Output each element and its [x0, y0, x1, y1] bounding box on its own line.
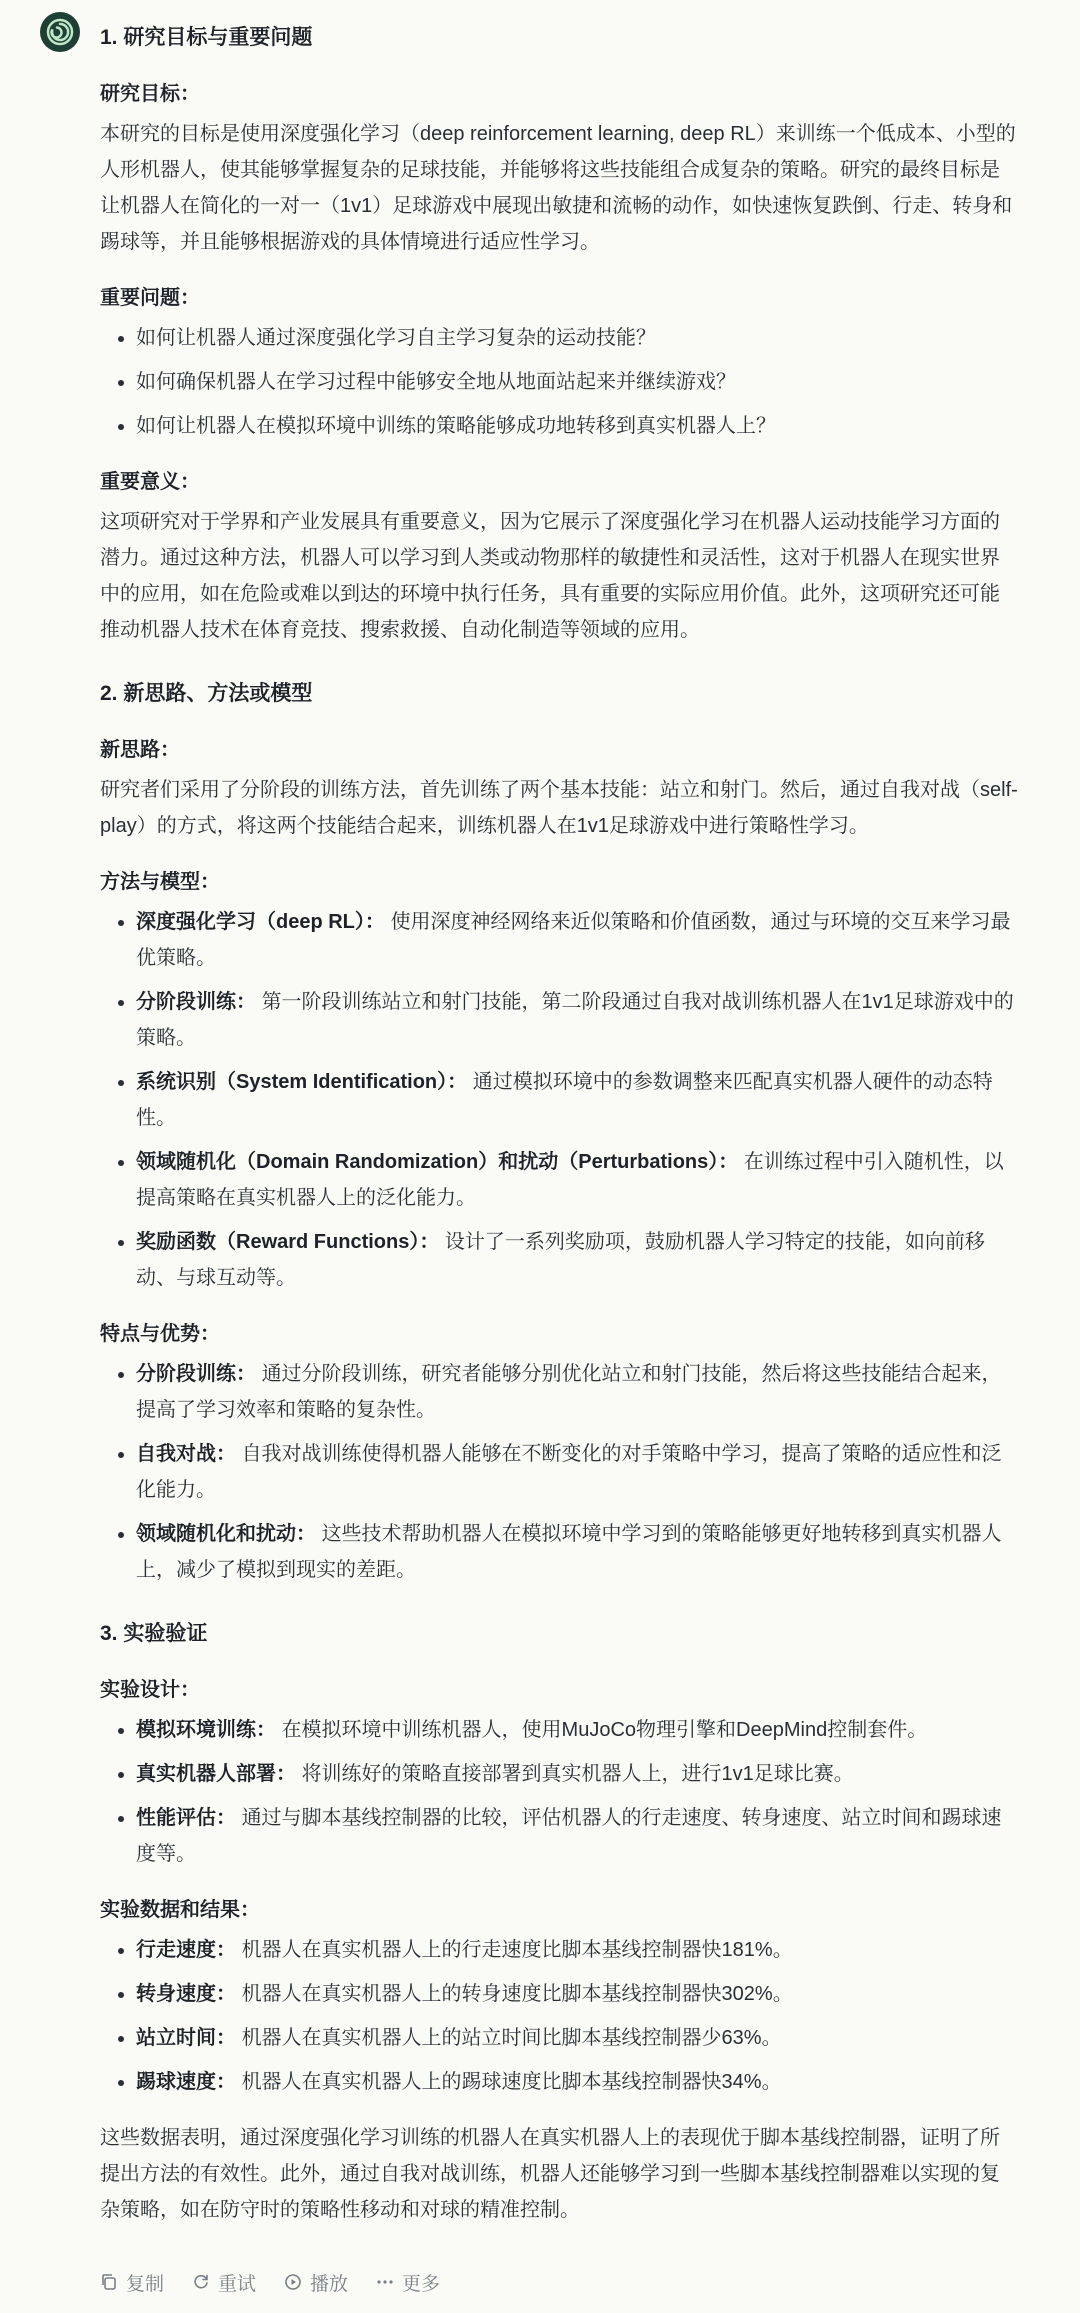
idea-heading: 新思路：: [100, 739, 180, 761]
results-list: [100, 1932, 1018, 2100]
message-content: [100, 20, 1018, 2256]
message-actions: [100, 2266, 440, 2298]
methods-list: [100, 904, 1018, 1296]
list-item: • 领域随机化和扰动： 这些技术帮助机器人在模拟环境中学习到的策略能够更好地转移到真实机器人上，减少了模拟到现实的差距。: [136, 1516, 1018, 1588]
list-item: • 如何让机器人通过深度强化学习自主学习复杂的运动技能？: [136, 320, 1018, 356]
methods-heading: 方法与模型：: [100, 871, 220, 893]
more-button[interactable]: [376, 2269, 440, 2296]
design-list: [100, 1712, 1018, 1872]
copy-label: 复制: [126, 2273, 165, 2295]
assistant-avatar: [40, 12, 80, 52]
questions-list: [100, 320, 1018, 444]
retry-icon: [192, 2273, 210, 2291]
list-item: • 如何确保机器人在学习过程中能够安全地从地面站起来并继续游戏？: [136, 364, 1018, 400]
list-item: • 站立时间： 机器人在真实机器人上的站立时间比脚本基线控制器少63%。: [136, 2020, 1018, 2056]
retry-label: 重试: [218, 2273, 257, 2295]
list-item: • 深度强化学习（deep RL）： 使用深度神经网络来近似策略和价值函数，通过与环境的交互来学习最优策略。: [136, 904, 1018, 976]
assistant-logo-icon: [45, 17, 75, 47]
play-button[interactable]: [284, 2269, 348, 2296]
significance-text: 这项研究对于学界和产业发展具有重要意义，因为它展示了深度强化学习在机器人运动技能学习方面的潜力。通过这种方法，机器人可以学习到人类或动物那样的敏捷性和灵活性，这对于机器人在现实世界中的应用，如在危险或难以到达的环境中执行任务，具有重要的实际应用价值。此外，这项研究还可能推动机器人技术在体育竞技、搜索救援、自动化制造等领域的应用。: [100, 511, 1000, 641]
list-item: • 模拟环境训练： 在模拟环境中训练机器人，使用MuJoCo物理引擎和DeepMind控制套件。: [136, 1712, 1018, 1748]
list-item: • 系统识别（System Identification）： 通过模拟环境中的参数调整来匹配真实机器人硬件的动态特性。: [136, 1064, 1018, 1136]
list-item: • 行走速度： 机器人在真实机器人上的行走速度比脚本基线控制器快181%。: [136, 1932, 1018, 1968]
list-item: • 如何让机器人在模拟环境中训练的策略能够成功地转移到真实机器人上？: [136, 408, 1018, 444]
list-item: • 踢球速度： 机器人在真实机器人上的踢球速度比脚本基线控制器快34%。: [136, 2064, 1018, 2100]
results-heading: 实验数据和结果：: [100, 1899, 260, 1921]
features-list: [100, 1356, 1018, 1588]
goal-heading: 研究目标：: [100, 83, 200, 105]
conclusion-text: 这些数据表明，通过深度强化学习训练的机器人在真实机器人上的表现优于脚本基线控制器，证明了所提出方法的有效性。此外，通过自我对战训练，机器人还能够学习到一些脚本基线控制器难以实现的复杂策略，如在防守时的策略性移动和对球的精准控制。: [100, 2127, 1000, 2221]
play-icon: [284, 2273, 302, 2291]
design-heading: 实验设计：: [100, 1679, 200, 1701]
idea-text: 研究者们采用了分阶段的训练方法，首先训练了两个基本技能：站立和射门。然后，通过自我对战（self-play）的方式，将这两个技能结合起来，训练机器人在1v1足球游戏中进行策略性学习。: [100, 779, 1018, 837]
copy-icon: [100, 2273, 118, 2291]
play-label: 播放: [310, 2273, 349, 2295]
list-item: • 转身速度： 机器人在真实机器人上的转身速度比脚本基线控制器快302%。: [136, 1976, 1018, 2012]
retry-button[interactable]: [192, 2269, 256, 2296]
features-heading: 特点与优势：: [100, 1323, 220, 1345]
section-title: 1. 研究目标与重要问题: [100, 26, 313, 49]
significance-heading: 重要意义：: [100, 471, 200, 493]
list-item: • 自我对战： 自我对战训练使得机器人能够在不断变化的对手策略中学习，提高了策略的适应性和泛化能力。: [136, 1436, 1018, 1508]
copy-button[interactable]: [100, 2269, 164, 2296]
section-title: 2. 新思路、方法或模型: [100, 682, 313, 705]
more-icon: [376, 2273, 394, 2291]
list-item: • 真实机器人部署： 将训练好的策略直接部署到真实机器人上，进行1v1足球比赛。: [136, 1756, 1018, 1792]
list-item: • 分阶段训练： 第一阶段训练站立和射门技能，第二阶段通过自我对战训练机器人在1v1足球游戏中的策略。: [136, 984, 1018, 1056]
list-item: • 性能评估： 通过与脚本基线控制器的比较，评估机器人的行走速度、转身速度、站立时间和踢球速度等。: [136, 1800, 1018, 1872]
section-title: 3. 实验验证: [100, 1622, 208, 1645]
goal-text: 本研究的目标是使用深度强化学习（deep reinforcement learning, deep RL）来训练一个低成本、小型的人形机器人，使其能够掌握复杂的足球技能，并能够将这些技能组合成复杂的策略。研究的最终目标是让机器人在简化的一对一（1v1）足球游戏中展现出敏捷和流畅的动作，如快速恢复跌倒、行走、转身和踢球等，并且能够根据游戏的具体情境进行适应性学习。: [100, 123, 1016, 253]
list-item: • 分阶段训练： 通过分阶段训练，研究者能够分别优化站立和射门技能，然后将这些技能结合起来，提高了学习效率和策略的复杂性。: [136, 1356, 1018, 1428]
section-methods: [100, 676, 1018, 1588]
more-label: 更多: [402, 2273, 441, 2295]
section-experiments: [100, 1616, 1018, 2228]
questions-heading: 重要问题：: [100, 287, 200, 309]
list-item: • 奖励函数（Reward Functions）： 设计了一系列奖励项，鼓励机器人学习特定的技能，如向前移动、与球互动等。: [136, 1224, 1018, 1296]
section-goals: [100, 20, 1018, 648]
list-item: • 领域随机化（Domain Randomization）和扰动（Perturbations）： 在训练过程中引入随机性，以提高策略在真实机器人上的泛化能力。: [136, 1144, 1018, 1216]
